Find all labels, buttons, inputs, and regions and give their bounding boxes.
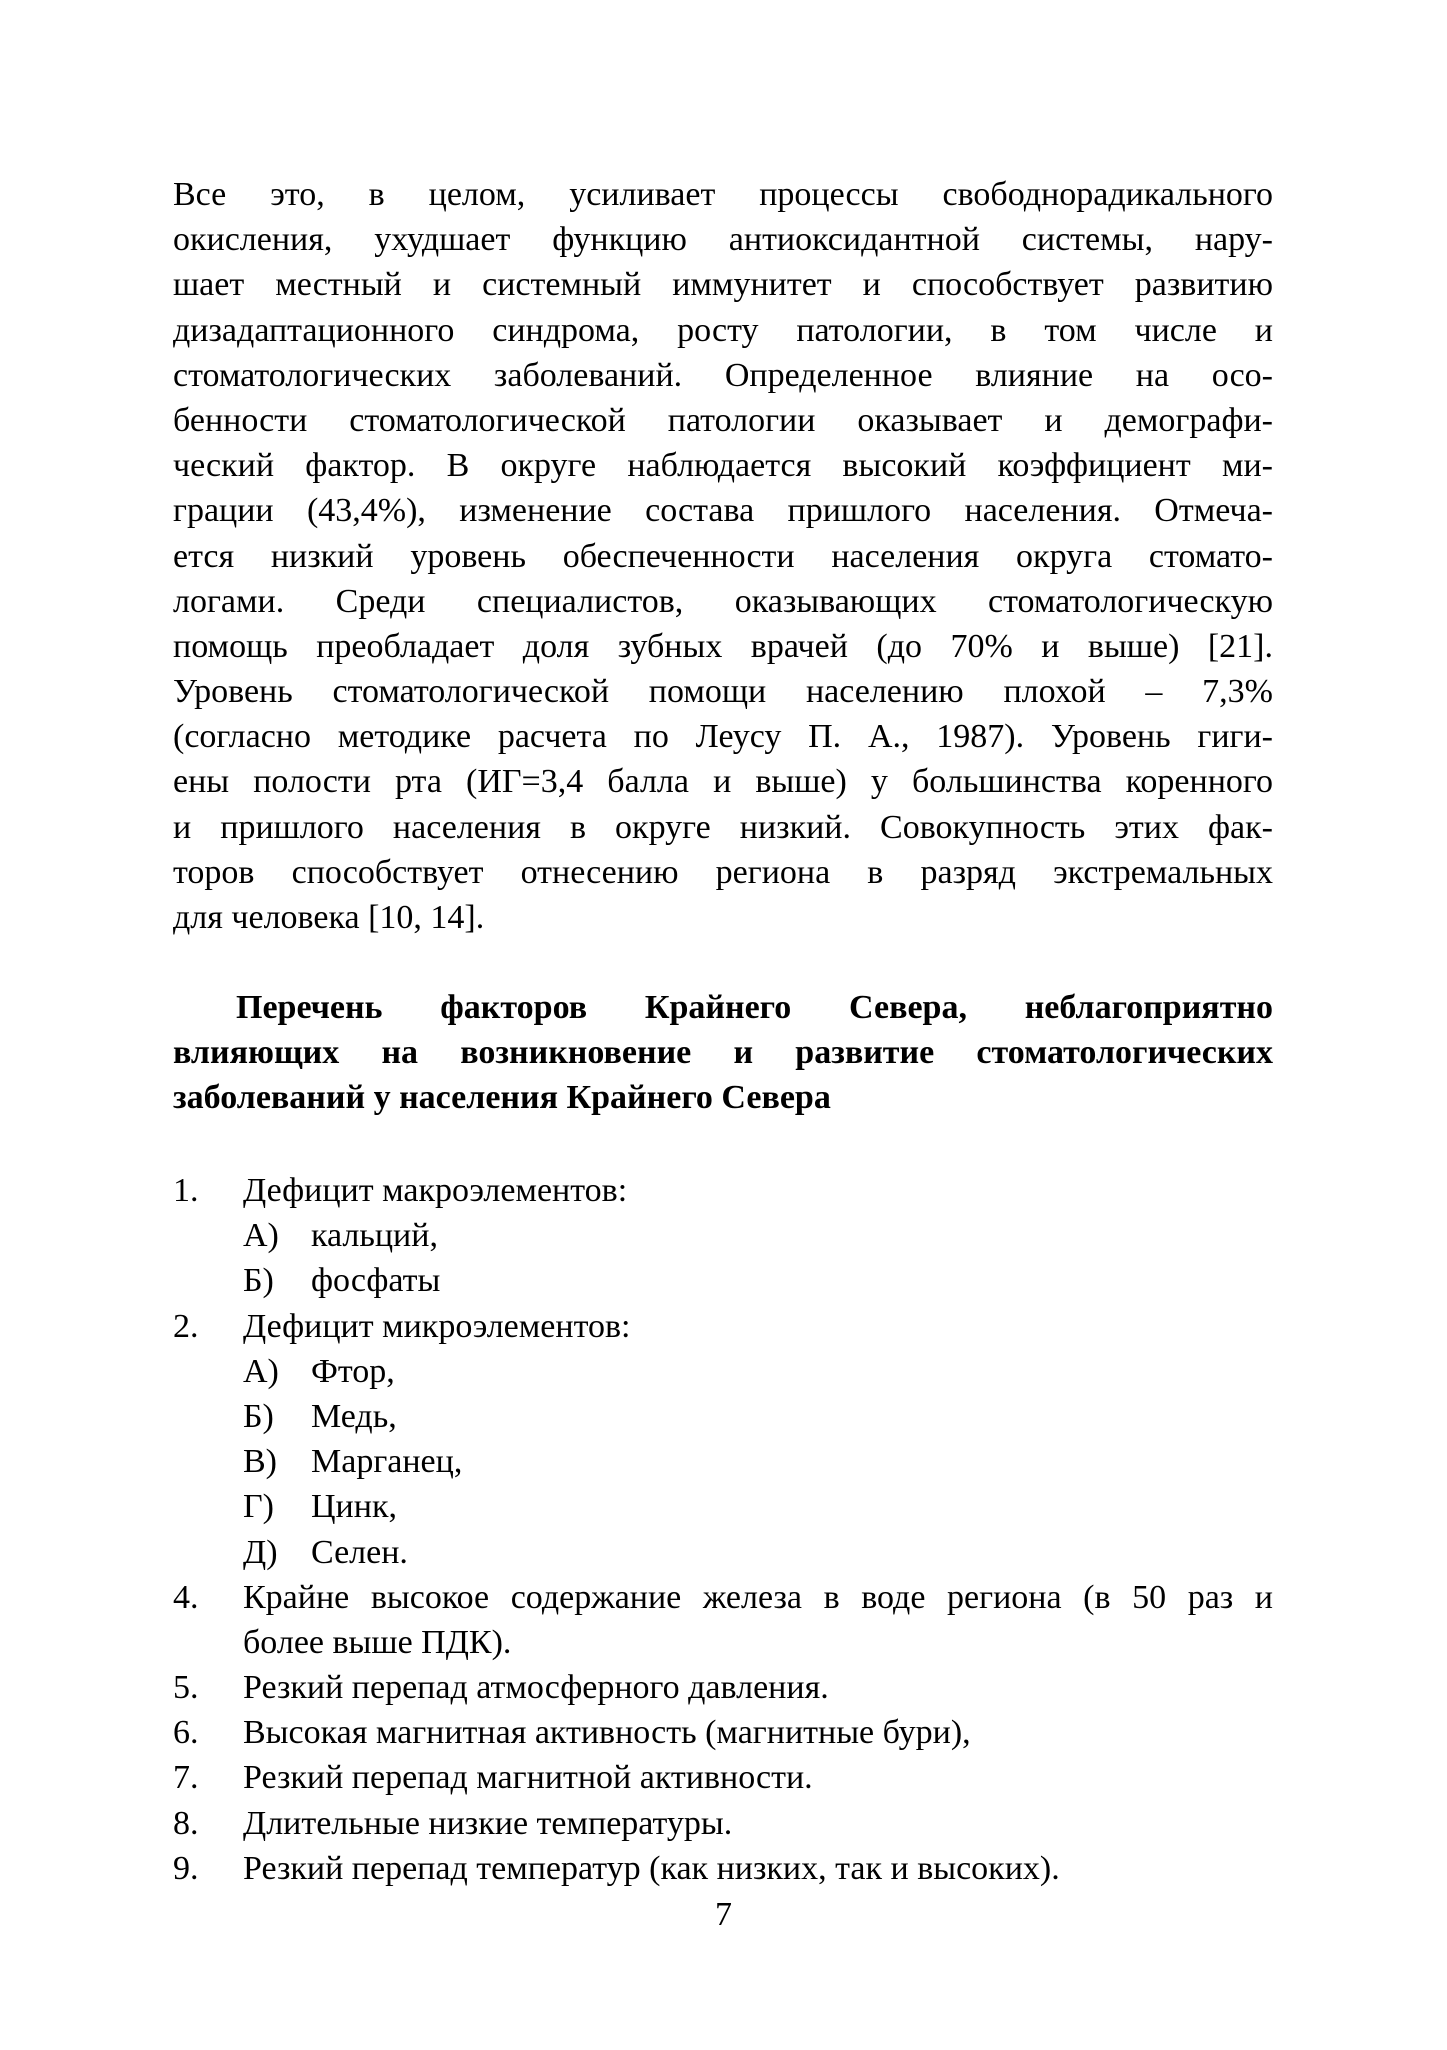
sub-item: [173, 1530, 1273, 1575]
list-item: [173, 1801, 1273, 1846]
page-number: 7: [715, 1896, 732, 1933]
item-number: 4.: [173, 1578, 199, 1616]
sub-item-marker: Б): [243, 1262, 274, 1300]
list-item: [173, 1755, 1273, 1800]
sub-item-marker: В): [243, 1443, 277, 1481]
item-text: Резкий перепад атмосферного давления.: [243, 1669, 829, 1707]
item-text: Длительные низкие температуры.: [243, 1804, 733, 1842]
item-text: Резкий перепад температур (как низких, так и высоких).: [243, 1849, 1060, 1887]
factor-list: [173, 1168, 1273, 1891]
paragraph-line: ческий фактор. В округе наблюдается высокий коэффициент ми-: [173, 447, 1273, 485]
sub-item-marker: А): [243, 1352, 279, 1390]
heading-line: влияющих на возникновение и развитие стоматологических: [173, 1034, 1273, 1072]
item-text: Дефицит макроэлементов:: [243, 1172, 628, 1209]
sub-item-text: Медь,: [311, 1397, 397, 1435]
paragraph-line: ены полости рта (ИГ=3,4 балла и выше) у большинства коренного: [173, 763, 1273, 801]
sub-item-text: кальций,: [311, 1217, 438, 1255]
sub-item-marker: Г): [243, 1488, 274, 1526]
paragraph-line: шает местный и системный иммунитет и способствует развитию: [173, 266, 1273, 304]
section-heading: [173, 985, 1273, 1121]
paragraph-line: грации (43,4%), изменение состава пришлого населения. Отмеча-: [173, 492, 1273, 530]
paragraph-line: (согласно методике расчета по Леусу П. А., 1987). Уровень гиги-: [173, 718, 1273, 756]
item-number: 7.: [173, 1759, 199, 1797]
item-text: Высокая магнитная активность (магнитные бури),: [243, 1714, 971, 1752]
item-text: более выше ПДК).: [243, 1623, 512, 1661]
list-item: [173, 1575, 1273, 1620]
paragraph-line: Все это, в целом, усиливает процессы свободнорадикального: [173, 176, 1273, 213]
paragraph-line: для человека [10, 14].: [173, 899, 485, 936]
paragraph-line: торов способствует отнесению региона в разряд экстремальных: [173, 853, 1273, 891]
paragraph-line: окисления, ухудшает функцию антиоксидантной системы, нару-: [173, 221, 1273, 259]
sub-item-marker: Б): [243, 1397, 274, 1435]
heading-line: заболеваний у населения Крайнего Севера: [173, 1079, 831, 1117]
paragraph-line: дизадаптационного синдрома, росту патологии, в том числе и: [173, 311, 1273, 349]
paragraph-line: и пришлого населения в округе низкий. Совокупность этих фак-: [173, 808, 1273, 846]
sub-item: [173, 1484, 1273, 1529]
list-item: [173, 1168, 1273, 1213]
sub-item-marker: А): [243, 1217, 279, 1255]
sub-item-text: фосфаты: [311, 1262, 441, 1300]
heading-line: Перечень факторов Крайнего Севера, неблагоприятно: [236, 989, 1273, 1026]
paragraph-line: бенности стоматологической патологии оказывает и демографи-: [173, 401, 1273, 439]
sub-item-text: Марганец,: [311, 1443, 463, 1481]
sub-item-marker: Д): [243, 1533, 278, 1571]
item-number: 9.: [173, 1849, 199, 1887]
sub-item: [173, 1213, 1273, 1258]
sub-item: [173, 1349, 1273, 1394]
sub-item-text: Фтор,: [311, 1352, 395, 1390]
paragraph-line: Уровень стоматологической помощи населению плохой – 7,3%: [173, 673, 1273, 711]
item-number: 6.: [173, 1714, 199, 1752]
paragraph-line: стоматологических заболеваний. Определенное влияние на осо-: [173, 356, 1273, 394]
item-number: 8.: [173, 1804, 199, 1842]
paragraph-line: ется низкий уровень обеспеченности населения округа стомато-: [173, 537, 1273, 575]
body-paragraph: [173, 172, 1273, 940]
sub-item-text: Цинк,: [311, 1488, 397, 1526]
item-text: Дефицит микроэлементов:: [243, 1307, 631, 1345]
list-item: [173, 1304, 1273, 1349]
list-item-continuation: [173, 1620, 1273, 1665]
item-number: 5.: [173, 1669, 199, 1707]
item-number: 1.: [173, 1172, 199, 1209]
paragraph-line: помощь преобладает доля зубных врачей (до 70% и выше) [21].: [173, 627, 1273, 665]
list-item: [173, 1846, 1273, 1891]
sub-item: [173, 1394, 1273, 1439]
item-text: Резкий перепад магнитной активности.: [243, 1759, 813, 1797]
item-number: 2.: [173, 1307, 199, 1345]
list-item: [173, 1710, 1273, 1755]
paragraph-line: логами. Среди специалистов, оказывающих стоматологическую: [173, 582, 1273, 620]
sub-item-text: Селен.: [311, 1533, 408, 1571]
sub-item: [173, 1258, 1273, 1303]
sub-item: [173, 1439, 1273, 1484]
item-text: Крайне высокое содержание железа в воде региона (в 50 раз и: [243, 1578, 1273, 1616]
list-item: [173, 1665, 1273, 1710]
